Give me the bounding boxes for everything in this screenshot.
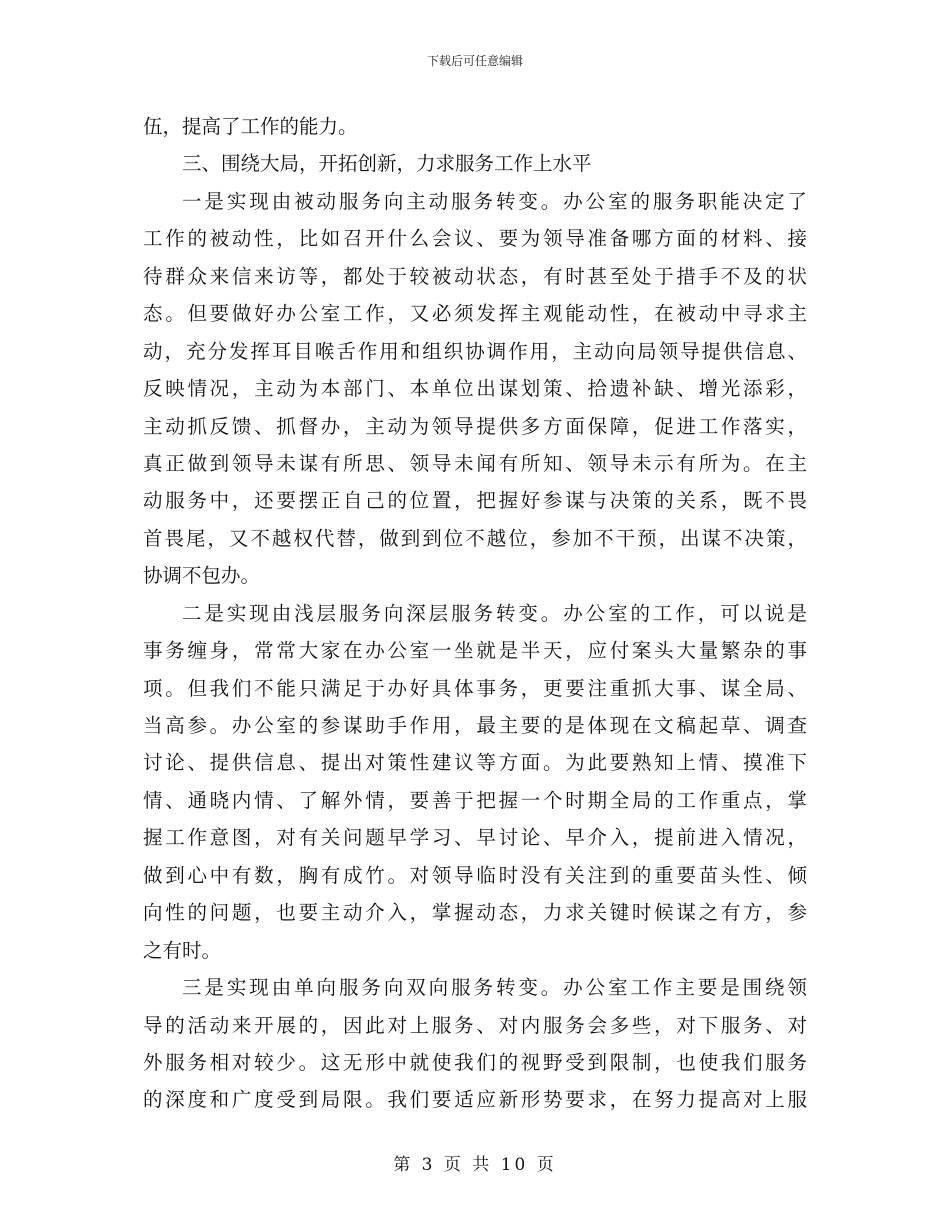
text-line: 做到心中有数，胸有成竹。对领导临时没有关注到的重要苗头性、倾 [143,863,807,887]
text-line: 首畏尾，又不越权代替，做到到位不越位，参加不干预，出谋不决策， [143,526,807,550]
paragraph-last-line: 之有时。 [143,938,222,962]
text-line: 当高参。办公室的参谋助手作用，最主要的是体现在文稿起草、调查 [143,714,807,737]
text-line: 项。但我们不能只满足于办好具体事务，更要注重抓大事、谋全局、 [143,676,807,700]
text-line: 向性的问题，也要主动介入，掌握动态，力求关键时候谋之有方，参 [143,901,807,925]
text-line: 外服务相对较少。这无形中就使我们的视野受到限制，也使我们服务 [143,1050,807,1074]
text-line: 真正做到领导未谋有所思、领导未闻有所知、领导未示有所为。在主 [143,451,807,475]
paragraph-first-line: 三是实现由单向服务向双向服务转变。办公室工作主要是围绕领 [182,976,807,1000]
text-line: 待群众来信来访等，都处于较被动状态，有时甚至处于措手不及的状 [143,264,807,288]
text-line: 工作的被动性，比如召开什么会议、要为领导准备哪方面的材料、接 [143,227,807,251]
text-line: 导的活动来开展的，因此对上服务、对内服务会多些，对下服务、对 [143,1013,807,1037]
page-header: 下载后可任意编辑 [426,54,523,68]
paragraph-first-line: 二是实现由浅层服务向深层服务转变。办公室的工作，可以说是 [182,601,807,625]
page-number-footer: 第 3 页 共 10 页 [393,1155,557,1175]
paragraph-first-line: 一是实现由被动服务向主动服务转变。办公室的服务职能决定了 [182,189,807,213]
text-line: 伍，提高了工作的能力。 [143,115,358,138]
text-line: 反映情况，主动为本部门、本单位出谋划策、拾遗补缺、增光添彩， [143,377,807,401]
paragraph-last-line: 协调不包办。 [143,564,261,588]
text-line: 事务缠身，常常大家在办公室一坐就是半天，应付案头大量繁杂的事 [143,639,807,663]
document-body [143,108,807,1119]
text-line: 主动抓反馈、抓督办，主动为领导提供多方面保障，促进工作落实， [143,414,807,438]
text-line: 情、通晓内情、了解外情，要善于把握一个时期全局的工作重点，掌 [143,788,807,812]
text-line: 动服务中，还要摆正自己的位置，把握好参谋与决策的关系，既不畏 [143,489,807,513]
text-line: 握工作意图，对有关问题早学习、早讨论、早介入，提前进入情况， [143,826,807,850]
text-line: 动，充分发挥耳目喉舌作用和组织协调作用，主动向局领导提供信息、 [143,339,807,363]
text-line: 的深度和广度受到局限。我们要适应新形势要求，在努力提高对上服 [143,1088,807,1112]
text-line: 态。但要做好办公室工作，又必须发挥主观能动性，在被动中寻求主 [143,302,807,326]
text-line: 讨论、提供信息、提出对策性建议等方面。为此要熟知上情、摸准下 [143,751,807,775]
section-heading: 三、围绕大局，开拓创新，力求服务工作上水平 [182,152,592,176]
